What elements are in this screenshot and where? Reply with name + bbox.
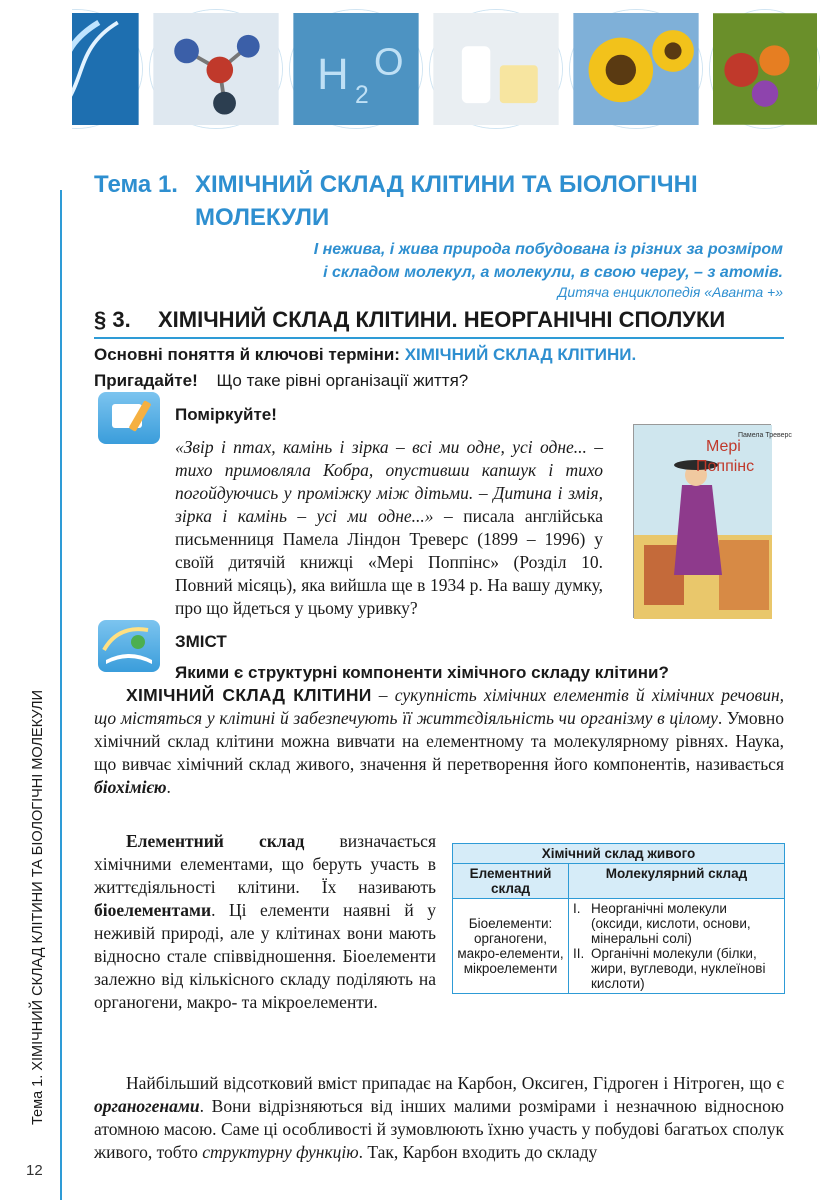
- book-title-2: Поппінс: [696, 458, 755, 475]
- recall-label: Пригадайте!: [94, 371, 198, 390]
- table-item-inorganic: I. Неорганічні молекули (оксиди, кислоти, основи, мінеральні солі): [573, 901, 751, 946]
- composition-table: [452, 843, 785, 994]
- key-term: ХІМІЧНИЙ СКЛАД КЛІТИНИ.: [404, 345, 637, 364]
- vertical-running-title: Тема 1. ХІМІЧНИЙ СКЛАД КЛІТИНИ ТА БІОЛОГІЧНІ МОЛЕКУЛИ: [30, 690, 46, 1125]
- quote-rest: – писала англійська письменниця Памела Ліндон Треверс (1899 – 1996) у своїй дитячій книжці «Мері Поппінс» (Розділ 10. Повний місяць), яка вийшла ще в 1934 р. На вашу думку, про що йдеться у цьому уривку?: [175, 506, 603, 618]
- epigraph-source: Дитяча енциклопедія «Аванта +»: [557, 284, 783, 300]
- molecule-photo: [150, 10, 282, 128]
- elemental-text-1: визначається хімічними елементами, що беруть участь в життєдіяльності клітини. Їх називають: [94, 831, 436, 897]
- key-terms-label: Основні поняття й ключові терміни:: [94, 345, 400, 364]
- final-text-3: . Так, Карбон входить до складу: [358, 1142, 598, 1162]
- margin-rule: [60, 190, 62, 1200]
- elemental-paragraph: [94, 830, 436, 1014]
- definition-italic: сукупність хімічних елементів й хімічних речовин, що містяться у клітині й забезпечують її життєдіяльність чи організму в цілому: [94, 685, 784, 728]
- key-terms: [94, 345, 636, 365]
- content-icon: [98, 620, 160, 672]
- definition-rest: . Умовно хімічний склад клітини можна вивчати на елементному та молекулярному рівнях. Наука, що вивчає хімічний склад живого, значення й перетворення його компонентів, називається: [94, 708, 784, 774]
- definition-end: .: [166, 777, 171, 797]
- vegetables-photo: [710, 10, 820, 128]
- section-heading: [94, 307, 784, 339]
- book-cover-image: [633, 424, 792, 618]
- book-author: Памела Треверс: [738, 432, 792, 439]
- think-quote: [175, 436, 603, 620]
- epigraph: [314, 238, 783, 284]
- table-cell-molecules: [569, 899, 785, 994]
- think-icon: [98, 392, 160, 444]
- book-title-1: Мері: [706, 438, 741, 455]
- content-question: Якими є структурні компоненти хімічного складу клітини?: [175, 663, 669, 682]
- sunflower-photo: [570, 10, 702, 128]
- content-label: ЗМІСТ: [175, 632, 227, 651]
- page-number: 12: [26, 1162, 43, 1179]
- table-col-molecular: Молекулярний склад: [569, 864, 785, 899]
- left-margin: [0, 0, 72, 1200]
- epigraph-line-2: і складом молекул, а молекули, в свою чергу, – з атомів.: [323, 264, 783, 281]
- final-text-1: Найбільший відсотковий вміст припадає на Карбон, Оксиген, Гідроген і Нітроген, що є: [126, 1073, 784, 1093]
- organogens-term: органогенами: [94, 1096, 200, 1116]
- bioelements-term: біоелементами: [94, 900, 212, 920]
- organogens-paragraph: [94, 1072, 784, 1164]
- header-photo-strip: [0, 0, 805, 140]
- table-caption: Хімічний склад живого: [453, 844, 785, 864]
- think-label: Поміркуйте!: [175, 405, 277, 424]
- table-cell-bioelements: Біоелементи: органогени, макро-елементи, мікроелементи: [453, 899, 569, 994]
- topic-heading: [94, 168, 794, 231]
- topic-label: Тема 1.: [94, 171, 178, 198]
- definition-term: ХІМІЧНИЙ СКЛАД КЛІТИНИ: [126, 685, 372, 705]
- milk-photo: [430, 10, 562, 128]
- quote-italic: «Звір і птах, камінь і зірка – всі ми одне, усі одне... – тихо примовляла Кобра, опустивши капшук і тихо погойдуючись у проміжку між дітьми. – Дитина і змія, зірка і камінь – усі ми одне...»: [175, 437, 603, 526]
- recall-question: Що таке рівні організації життя?: [216, 371, 469, 390]
- water-h2o-photo: [290, 10, 422, 128]
- svg-text:H: H: [317, 49, 349, 99]
- final-text-2: . Вони відрізняються від інших малими розмірами і незначною відносною атомною масою. Саме ці особливості й зумовлюють їхню участь у побудові багатьох сполук живого, тобто: [94, 1096, 784, 1162]
- section-title: ХІМІЧНИЙ СКЛАД КЛІТИНИ. НЕОРГАНІЧНІ СПОЛУКИ: [158, 307, 726, 332]
- definition-dash: –: [371, 685, 395, 705]
- topic-title: ХІМІЧНИЙ СКЛАД КЛІТИНИ ТА БІОЛОГІЧНІ МОЛЕКУЛИ: [195, 171, 698, 231]
- svg-text:O: O: [374, 41, 404, 84]
- elemental-term: Елементний склад: [126, 831, 305, 851]
- recall-block: [94, 371, 468, 391]
- table-col-elemental: Елементний склад: [453, 864, 569, 899]
- svg-text:2: 2: [355, 82, 369, 110]
- elemental-text-2: . Ці елементи наявні й у неживій природі, але у клітинах вони мають відносно стале співвідношення. Біоелементи залежно від кількісного складу поділяють на органогени, макро- та мікроелементи.: [94, 900, 436, 1012]
- epigraph-line-1: І нежива, і жива природа побудована із різних за розміром: [313, 241, 783, 258]
- table-item-organic: II. Органічні молекули (білки, жири, вуглеводи, нуклеїнові кислоти): [573, 946, 766, 991]
- definition-paragraph: [94, 684, 784, 799]
- biochemistry-term: біохімією: [94, 777, 167, 797]
- section-number: § 3.: [94, 307, 131, 332]
- structural-function-term: структурну функцію: [202, 1142, 359, 1162]
